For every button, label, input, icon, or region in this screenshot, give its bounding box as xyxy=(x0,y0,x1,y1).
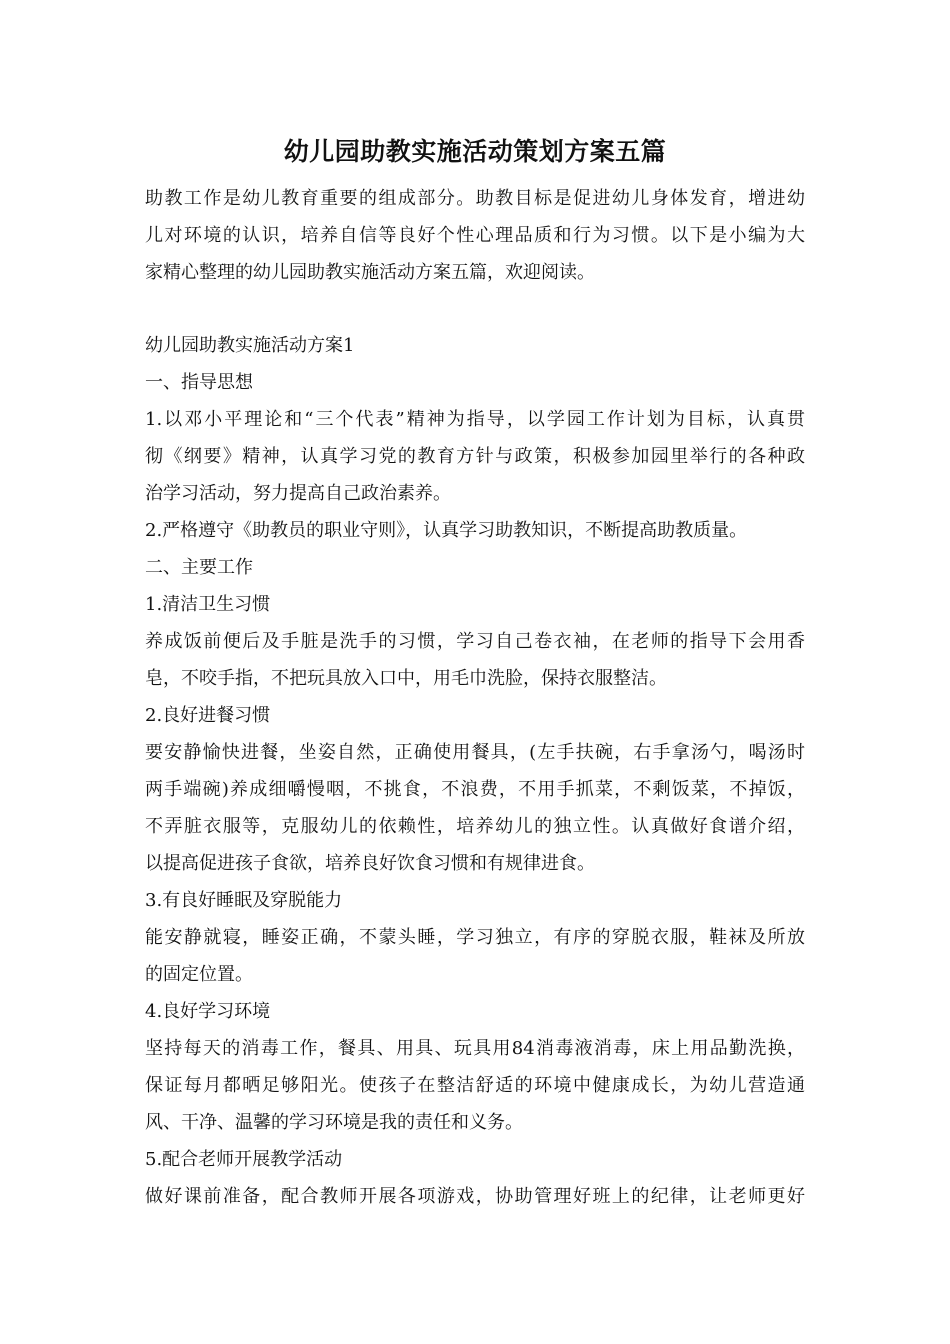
item1-heading: 1.清洁卫生习惯 xyxy=(145,594,271,615)
item3-heading: 3.有良好睡眠及穿脱能力 xyxy=(145,890,343,911)
paragraph-gap xyxy=(145,291,805,327)
item1-text-line: 养成饭前便后及手脏是洗手的习惯，学习自己卷衣袖，在老师的指导下会用香 xyxy=(145,631,805,652)
document-title: 幼儿园助教实施活动策划方案五篇 xyxy=(283,137,667,166)
part1-item1-line: 治学习活动，努力提高自己政治素养。 xyxy=(145,483,451,504)
intro-line: 儿对环境的认识，培养自信等良好个性心理品质和行为习惯。以下是小编为大 xyxy=(145,225,805,246)
part1-item2: 2.严格遵守《助教员的职业守则》，认真学习助教知识，不断提高助教质量。 xyxy=(145,520,748,541)
intro-line: 助教工作是幼儿教育重要的组成部分。助教目标是促进幼儿身体发育，增进幼 xyxy=(145,188,805,209)
item5-text-line: 做好课前准备，配合教师开展各项游戏，协助管理好班上的纪律，让老师更好 xyxy=(145,1186,805,1207)
item4-text-line: 保证每月都晒足够阳光。使孩子在整洁舒适的环境中健康成长，为幼儿营造通 xyxy=(145,1075,805,1096)
item2-text-line: 以提高促进孩子食欲，培养良好饮食习惯和有规律进食。 xyxy=(145,853,595,874)
item3-text-line: 能安静就寝，睡姿正确，不蒙头睡，学习独立，有序的穿脱衣服，鞋袜及所放 xyxy=(145,927,805,948)
section-heading: 幼儿园助教实施活动方案1 xyxy=(145,335,355,356)
intro-line: 家精心整理的幼儿园助教实施活动方案五篇，欢迎阅读。 xyxy=(145,262,595,283)
item4-text-line: 坚持每天的消毒工作，餐具、用具、玩具用84消毒液消毒，床上用品勤洗换， xyxy=(145,1038,805,1059)
item2-text-line: 要安静愉快进餐，坐姿自然，正确使用餐具，(左手扶碗，右手拿汤勺，喝汤时 xyxy=(145,742,805,763)
item4-heading: 4.良好学习环境 xyxy=(145,1001,271,1022)
item2-text-line: 不弄脏衣服等，克服幼儿的依赖性，培养幼儿的独立性。认真做好食谱介绍， xyxy=(145,816,805,837)
part1-heading: 一、指导思想 xyxy=(145,372,253,393)
item5-heading: 5.配合老师开展教学活动 xyxy=(145,1149,343,1170)
part1-item1-line: 1.以邓小平理论和“三个代表”精神为指导，以学园工作计划为目标，认真贯 xyxy=(145,409,805,430)
item2-heading: 2.良好进餐习惯 xyxy=(145,705,271,726)
part1-item1-line: 彻《纲要》精神，认真学习党的教育方针与政策，积极参加园里举行的各种政 xyxy=(145,446,805,467)
item4-text-line: 风、干净、温馨的学习环境是我的责任和义务。 xyxy=(145,1112,523,1133)
part2-heading: 二、主要工作 xyxy=(145,557,253,578)
item1-text-line: 皂，不咬手指，不把玩具放入口中，用毛巾洗脸，保持衣服整洁。 xyxy=(145,668,667,689)
document-body xyxy=(145,180,805,1215)
item2-text-line: 两手端碗)养成细嚼慢咽，不挑食，不浪费，不用手抓菜，不剩饭菜，不掉饭， xyxy=(145,779,805,800)
item3-text-line: 的固定位置。 xyxy=(145,964,253,985)
